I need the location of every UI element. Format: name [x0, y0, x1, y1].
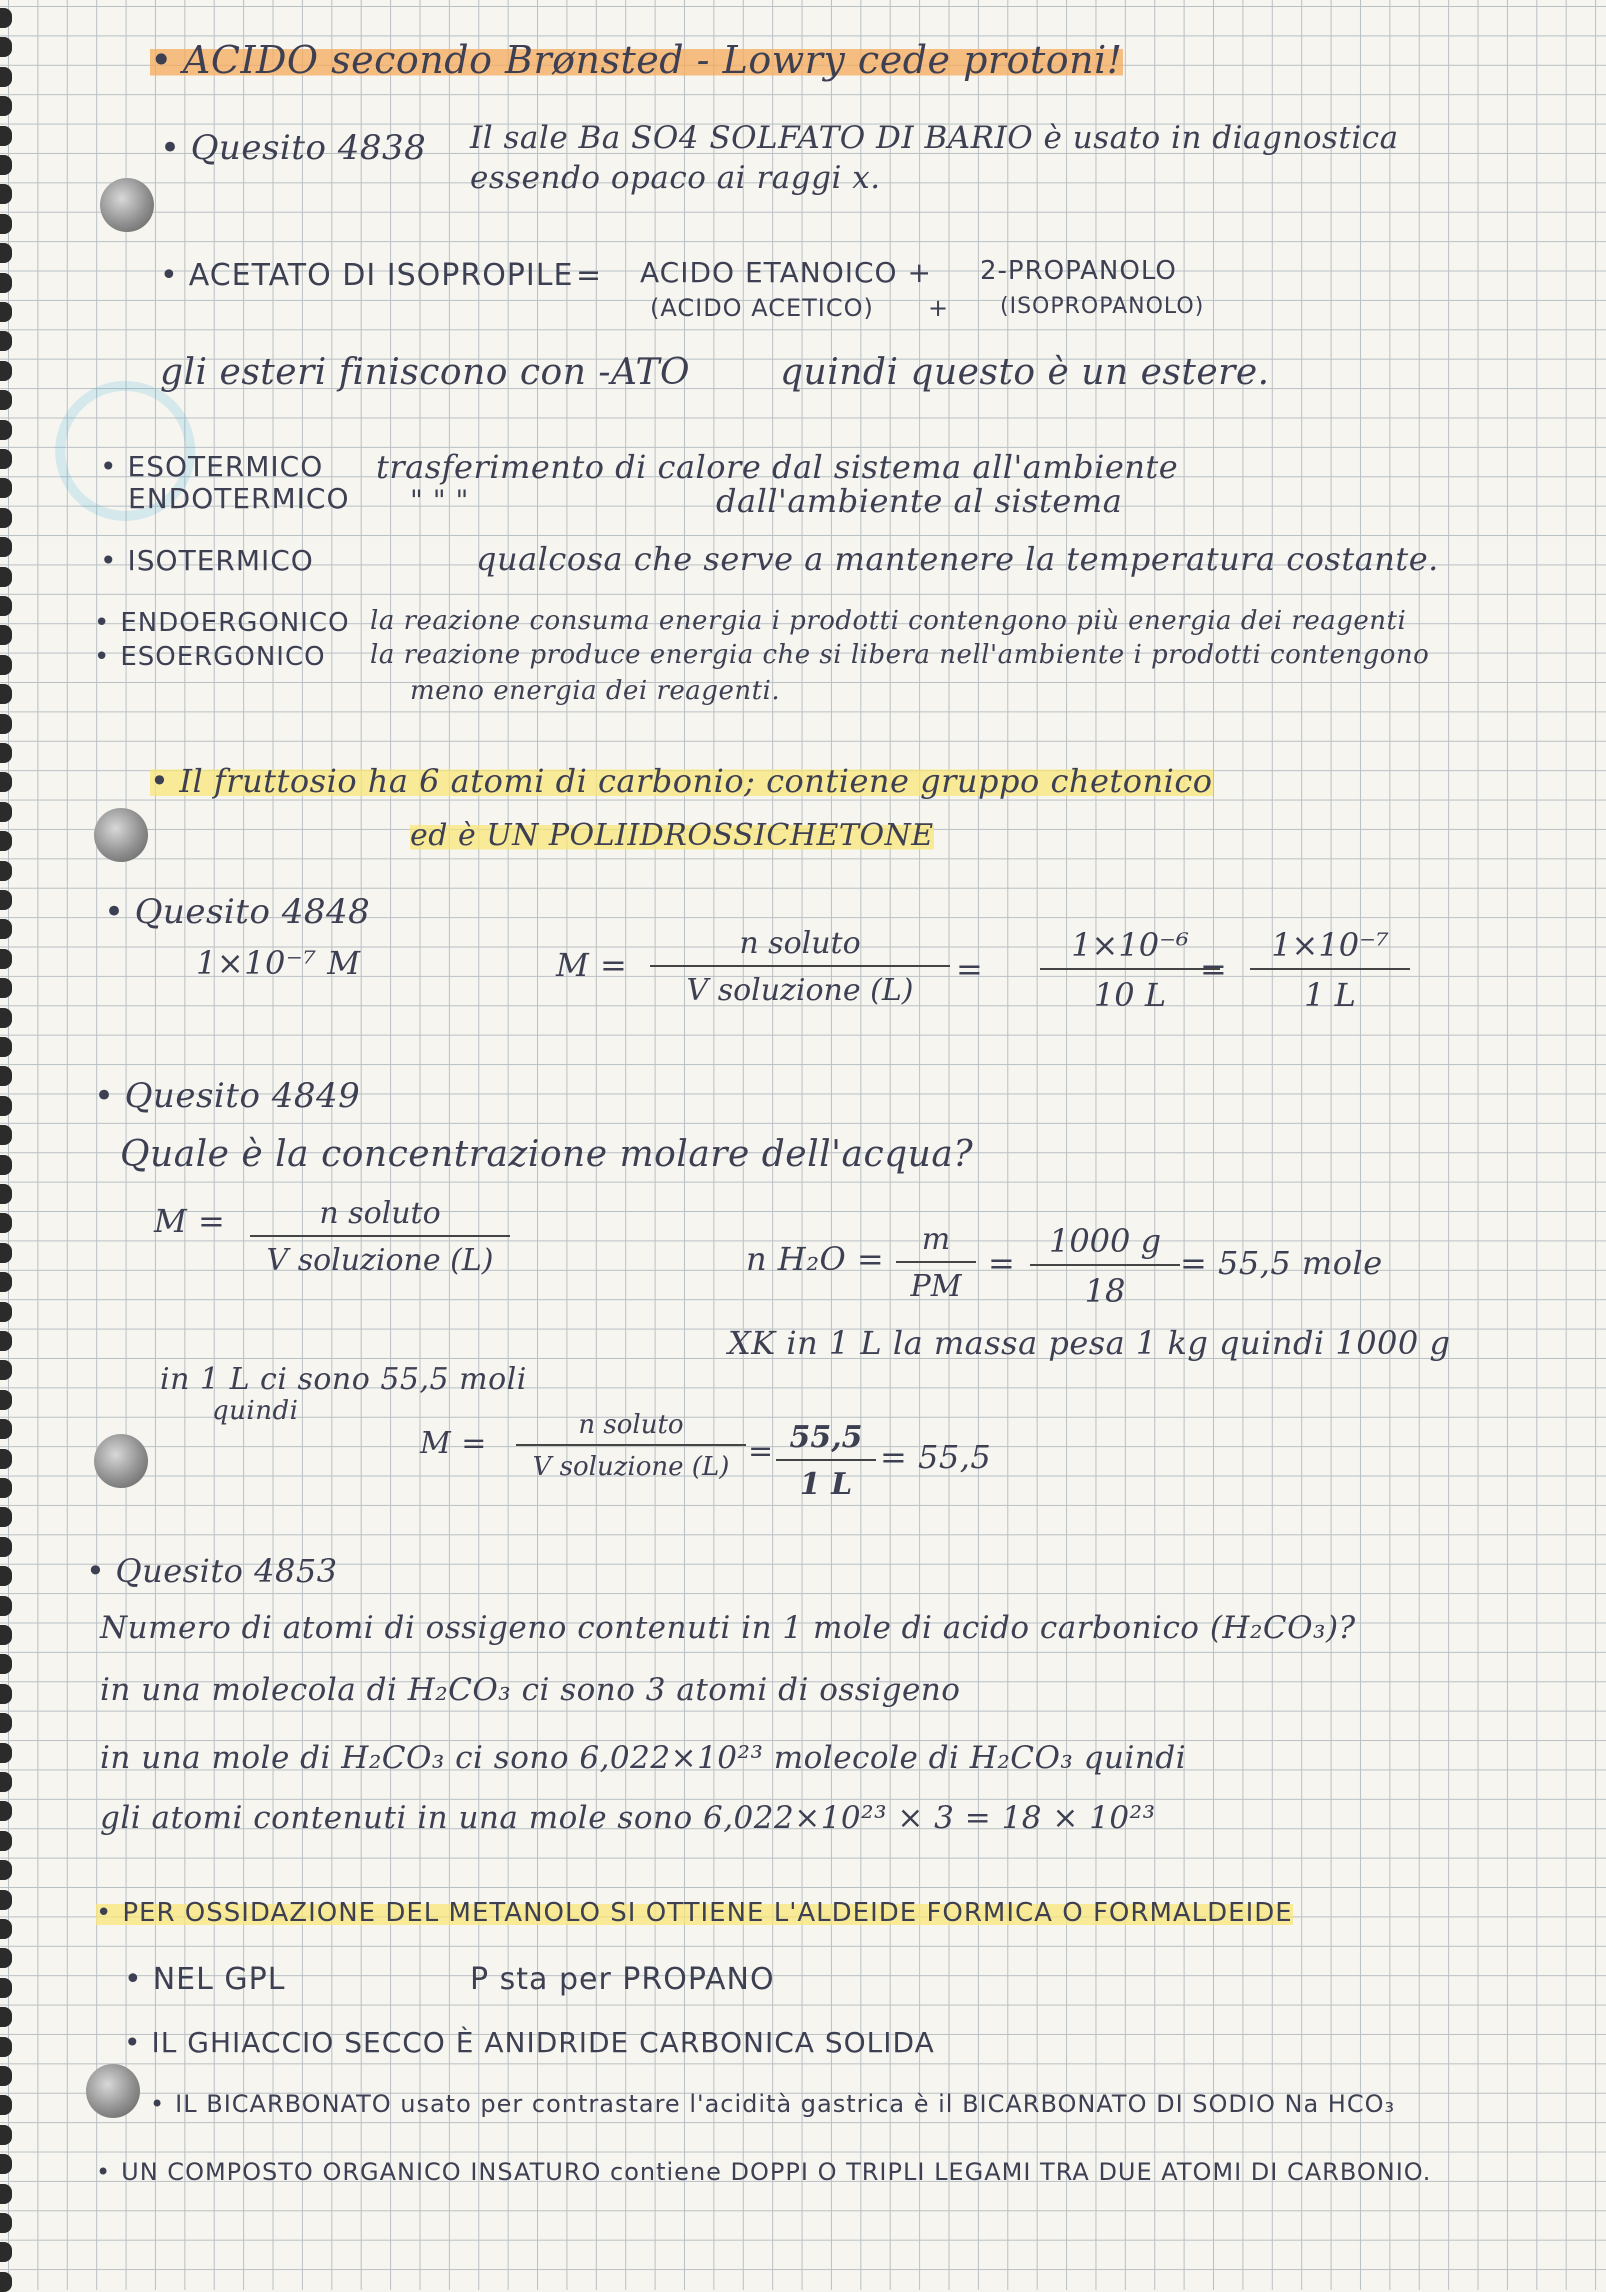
spiral-ring — [0, 1860, 12, 1880]
acetato-r1b: (ACIDO ACETICO) — [650, 294, 874, 322]
spiral-ring — [0, 1713, 12, 1733]
spiral-ring — [0, 802, 12, 822]
spiral-ring — [0, 2066, 12, 2086]
q4849-eq: = — [988, 1244, 1016, 1282]
spiral-ring — [0, 1037, 12, 1057]
spiral-ring — [0, 1507, 12, 1527]
iso-definition: qualcosa che serve a mantenere la temperatura costante. — [476, 540, 1439, 578]
spiral-ring — [0, 1008, 12, 1028]
spiral-ring — [0, 1449, 12, 1469]
q4849-M: M = — [154, 1202, 226, 1240]
q4853-line2: in una molecola di H₂CO₃ ci sono 3 atomi di ossigeno — [100, 1672, 961, 1708]
spiral-ring — [0, 2125, 12, 2145]
spiral-ring — [0, 1625, 12, 1645]
spiral-ring — [0, 1566, 12, 1586]
ghiaccio-note: • IL GHIACCIO SECCO È ANIDRIDE CARBONICA SOLIDA — [124, 2026, 935, 2059]
spiral-ring — [0, 273, 12, 293]
fruttosio-note2: ed è UN POLIIDROSSICHETONE — [410, 818, 934, 853]
spiral-ring — [0, 567, 12, 587]
spiral-ring — [0, 1184, 12, 1204]
spiral-ring — [0, 978, 12, 998]
q4849-xk: XK in 1 L la massa pesa 1 kg quindi 1000 g — [728, 1324, 1451, 1362]
spiral-ring — [0, 2242, 12, 2262]
spiral-ring — [0, 8, 12, 28]
endoerg-definition: la reazione consuma energia i prodotti contengono più energia dei reagenti — [370, 606, 1407, 636]
spiral-ring — [0, 596, 12, 616]
spiral-ring — [0, 1155, 12, 1175]
spiral-ring — [0, 214, 12, 234]
q4848-fraction: n soluto V soluzione (L) — [650, 926, 950, 1008]
q4848-eq: = — [956, 950, 984, 988]
spiral-ring — [0, 1654, 12, 1674]
q4848-fraction2: $\frac{\text{1×10⁻⁶}}{10 L}$ — [1040, 926, 1220, 1014]
q4853-line4: gli atomi contenuti in una mole sono 6,022×10²³ × 3 = 18 × 10²³ — [100, 1800, 1156, 1836]
acetato-r1: ACIDO ETANOICO + — [640, 256, 932, 289]
endo-marks: " " " — [410, 484, 469, 517]
endo-definition: dall'ambiente al sistema — [716, 482, 1123, 520]
spiral-ring — [0, 1302, 12, 1322]
spiral-ring — [0, 949, 12, 969]
q4838-label: • Quesito 4838 — [160, 128, 427, 168]
q4853-question: Numero di atomi di ossigeno contenuti in 1 mole di acido carbonico (H₂CO₃)? — [100, 1610, 1356, 1646]
acetato-r2b: (ISOPROPANOLO) — [1000, 294, 1205, 319]
bronsted-note: • ACIDO secondo Brønsted - Lowry cede protoni! — [150, 38, 1123, 82]
spiral-ring — [0, 449, 12, 469]
q4849-final: = 55,5 — [880, 1438, 992, 1476]
q4849-result: = 55,5 mole — [1180, 1244, 1383, 1282]
spiral-ring — [0, 1801, 12, 1821]
endoergonico-label: • ENDOERGONICO — [94, 608, 350, 638]
punch-hole — [94, 1434, 148, 1488]
q4853-line3: in una mole di H₂CO₃ ci sono 6,022×10²³ molecole di H₂CO₃ quindi — [100, 1740, 1187, 1776]
q4849-fraction-h: n soluto V soluzione (L) — [516, 1410, 746, 1482]
esoerg-definition2: meno energia dei reagenti. — [410, 676, 781, 706]
spiral-ring — [0, 2213, 12, 2233]
spiral-ring — [0, 1096, 12, 1116]
spiral-ring — [0, 1772, 12, 1792]
spiral-ring — [0, 1537, 12, 1557]
spiral-ring — [0, 37, 12, 57]
spiral-ring — [0, 508, 12, 528]
endotermico-label: ENDOTERMICO — [128, 482, 350, 515]
spiral-ring — [0, 1684, 12, 1704]
q4848-eq2: = — [1200, 950, 1228, 988]
spiral-ring — [0, 2095, 12, 2115]
q4849-fraction: n soluto V soluzione (L) — [250, 1196, 510, 1278]
spiral-ring — [0, 331, 12, 351]
q4849-question: Quale è la concentrazione molare dell'acqua? — [120, 1134, 974, 1175]
acetato-label: • ACETATO DI ISOPROPILE — [160, 258, 574, 293]
q4849-nh2o: n H₂O = — [746, 1240, 885, 1278]
q4849-fraction-i: $\frac{55,5}{1 L}$ — [776, 1420, 876, 1502]
spiral-ring — [0, 243, 12, 263]
esotermico-label: • ESOTERMICO — [100, 450, 324, 483]
spiral-ring — [0, 1419, 12, 1439]
q4838-text2: essendo opaco ai raggi x. — [470, 160, 881, 196]
esoerg-definition: la reazione produce energia che si libera nell'ambiente i prodotti contengono — [370, 640, 1430, 670]
q4848-concentration: 1×10⁻⁷ M — [196, 944, 361, 982]
spiral-ring — [0, 1125, 12, 1145]
q4849-quindi: quindi — [212, 1396, 299, 1426]
esoergonico-label: • ESOERGONICO — [94, 642, 326, 672]
spiral-ring — [0, 302, 12, 322]
spiral-ring — [0, 1948, 12, 1968]
spiral-ring — [0, 2007, 12, 2027]
spiral-ring — [0, 919, 12, 939]
spiral-ring — [0, 625, 12, 645]
spiral-ring — [0, 420, 12, 440]
q4848-M: M = — [556, 946, 628, 984]
q4849-M2: M = — [420, 1426, 487, 1461]
spiral-ring — [0, 1890, 12, 1910]
spiral-ring — [0, 537, 12, 557]
spiral-ring — [0, 1831, 12, 1851]
q4849-in1l: in 1 L ci sono 55,5 moli — [160, 1362, 527, 1397]
spiral-ring — [0, 1360, 12, 1380]
gpl-note: • NEL GPL — [124, 1962, 286, 1997]
fruttosio-note: • Il fruttosio ha 6 atomi di carbonio; contiene gruppo chetonico — [150, 762, 1213, 800]
q4848-label: • Quesito 4848 — [104, 892, 371, 932]
gpl-note2: P sta per PROPANO — [470, 1962, 775, 1997]
acetato-r2: 2-PROPANOLO — [980, 256, 1177, 286]
esteri-text2: quindi questo è un estere. — [780, 352, 1270, 393]
q4849-label: • Quesito 4849 — [94, 1076, 361, 1116]
spiral-ring — [0, 1978, 12, 1998]
spiral-ring — [0, 390, 12, 410]
spiral-ring — [0, 2037, 12, 2057]
bicarbonato-note: • IL BICARBONATO usato per contrastare l'acidità gastrica è il BICARBONATO DI SODIO Na HCO₃ — [150, 2090, 1396, 2118]
q4838-text: Il sale Ba SO4 SOLFATO DI BARIO è usato in diagnostica — [470, 120, 1399, 156]
spiral-ring — [0, 890, 12, 910]
isotermico-label: • ISOTERMICO — [100, 544, 314, 577]
acetato-eq: = — [576, 258, 603, 293]
punch-hole — [100, 178, 154, 232]
esteri-text: gli esteri finiscono con -ATO — [160, 352, 691, 393]
spiral-ring — [0, 155, 12, 175]
insaturo-note: • UN COMPOSTO ORGANICO INSATURO contiene DOPPI O TRIPLI LEGAMI TRA DUE ATOMI DI CARBONIO. — [96, 2158, 1432, 2186]
punch-hole — [86, 2064, 140, 2118]
eso-definition: trasferimento di calore dal sistema all'ambiente — [376, 448, 1179, 486]
metanolo-note: • PER OSSIDAZIONE DEL METANOLO SI OTTIENE L'ALDEIDE FORMICA O FORMALDEIDE — [96, 1898, 1293, 1928]
spiral-ring — [0, 831, 12, 851]
spiral-ring — [0, 1272, 12, 1292]
spiral-ring — [0, 361, 12, 381]
acetato-plus: + — [928, 294, 950, 322]
spiral-ring — [0, 184, 12, 204]
spiral-ring — [0, 1596, 12, 1616]
spiral-ring — [0, 743, 12, 763]
spiral-ring — [0, 67, 12, 87]
spiral-ring — [0, 1919, 12, 1939]
spiral-ring — [0, 1066, 12, 1086]
q4849-fraction-g: $\frac{1000 g}{18}$ — [1030, 1222, 1180, 1310]
spiral-ring — [0, 1243, 12, 1263]
spiral-ring — [0, 1478, 12, 1498]
spiral-ring — [0, 126, 12, 146]
spiral-binding — [0, 0, 14, 2290]
q4848-fraction3: $\frac{\text{1×10⁻⁷}}{1 L}$ — [1250, 926, 1410, 1014]
q4849-eq2: = — [748, 1434, 774, 1469]
spiral-ring — [0, 772, 12, 792]
spiral-ring — [0, 1213, 12, 1233]
spiral-ring — [0, 655, 12, 675]
spiral-ring — [0, 1390, 12, 1410]
q4849-fraction-m: $\frac{m}{PM}$ — [896, 1222, 976, 1304]
spiral-ring — [0, 1331, 12, 1351]
spiral-ring — [0, 2154, 12, 2174]
spiral-ring — [0, 714, 12, 734]
spiral-ring — [0, 861, 12, 881]
spiral-ring — [0, 96, 12, 116]
spiral-ring — [0, 1743, 12, 1763]
spiral-ring — [0, 2272, 12, 2292]
q4853-label: • Quesito 4853 — [86, 1552, 338, 1590]
spiral-ring — [0, 478, 12, 498]
spiral-ring — [0, 684, 12, 704]
punch-hole — [94, 808, 148, 862]
spiral-ring — [0, 2184, 12, 2204]
